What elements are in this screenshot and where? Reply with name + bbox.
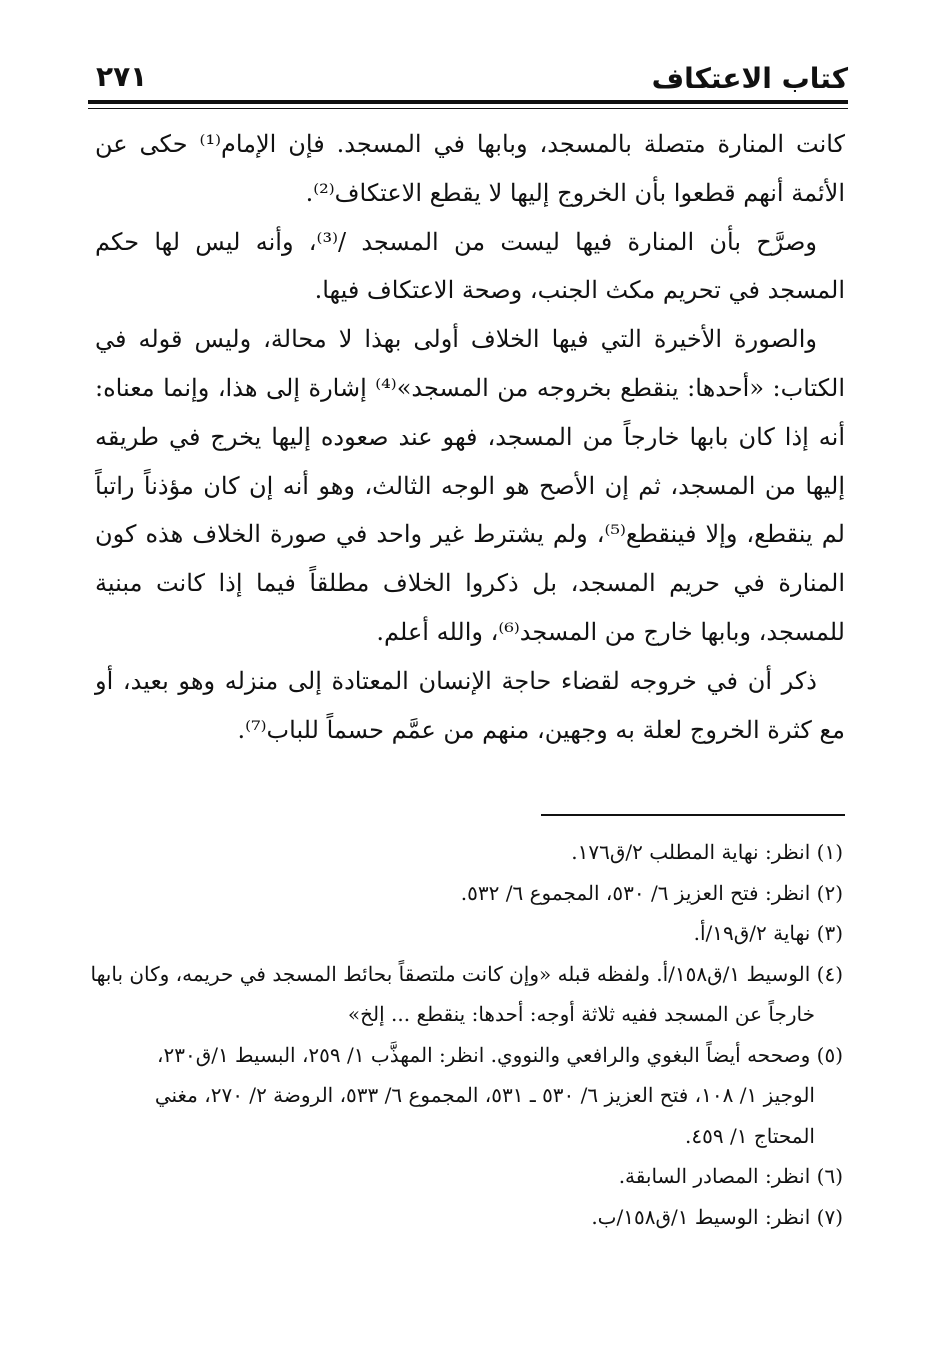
footnote-4-line-1: (٤) الوسيط ١/ق١٥٨/أ. ولفظه قبله «وإن كانت ملتصقاً بحائط المسجد في حريمه، وكان بابها — [90, 961, 843, 986]
paragraph-1: كانت المنارة متصلة بالمسجد، وبابها في المسجد. فإن الإمام⁽¹⁾ حكى عن الأئمة أنهم قطعوا بأن الخروج إليها لا يقطع الاعتكاف⁽²⁾. — [95, 130, 845, 207]
page-header — [88, 58, 848, 98]
footnote-5-line-2: الوجيز ١/ ١٠٨، فتح العزيز ٦/ ٥٣٠ ـ ٥٣١، المجموع ٦/ ٥٣٣، الروضة ٢/ ٢٧٠، مغني — [154, 1083, 815, 1107]
footnote-5-line-1: (٥) وصححه أيضاً البغوي والرافعي والنووي. انظر: المهذَّب ١/ ٢٥٩، البسيط ١/ق٢٣٠، — [156, 1042, 843, 1067]
paragraph-2: وصرَّح بأن المنارة فيها ليست من المسجد /⁽³⁾، وأنه ليس لها حكم المسجد في تحريم مكث الجنب، وصحة الاعتكاف فيها. — [95, 227, 845, 305]
header-rule-thick — [88, 100, 848, 104]
footnote-3: (٣) نهاية ٢/ق١٩/أ. — [693, 921, 843, 945]
footnote-1: (١) انظر: نهاية المطلب ٢/ق١٧٦. — [571, 840, 843, 864]
paragraph-3: والصورة الأخيرة التي فيها الخلاف أولى بهذا لا محالة، وليس قوله في الكتاب: «أحدها: ينقطع بخروجه من المسجد»⁽⁴⁾ إشارة إلى هذا، وإنما معناه: أنه إذا كان بابها خارجاً من المسجد، فهو عند صعوده إليها يخرج في طريقه إليها من المسجد، ثم إن الأصح هو الوجه الثالث، وهو أنه إن كان مؤذناً راتباً لم ينقطع، وإلا فينقطع⁽⁵⁾، ولم يشترط غير واحد في صورة الخلاف هذه كون المنارة في حريم المسجد، بل ذكروا الخلاف مطلقاً فيما إذا كانت مبنية للمسجد، وبابها خارج من المسجد⁽⁶⁾، والله أعلم. — [95, 325, 845, 646]
footnote-5-line-3: المحتاج ١/ ٤٥٩. — [685, 1123, 815, 1148]
footnote-6: (٦) انظر: المصادر السابقة. — [618, 1164, 843, 1188]
footnote-2: (٢) انظر: فتح العزيز ٦/ ٥٣٠، المجموع ٦/ ٥٣٢. — [460, 880, 843, 905]
footnote-7: (٧) انظر: الوسيط ١/ق١٥٨/ب. — [591, 1204, 843, 1229]
footnotes — [85, 832, 843, 1237]
page-number: ٢٧١ — [96, 60, 148, 93]
footnote-separator — [541, 814, 845, 816]
header-rule-thin — [88, 108, 848, 109]
paragraph-4: ذكر أن في خروجه لقضاء حاجة الإنسان المعتادة إلى منزله وهو بعيد، أو مع كثرة الخروج لعلة به وجهين، منهم من عمَّم حسماً للباب⁽⁷⁾. — [95, 666, 845, 744]
running-title: كتاب الاعتكاف — [651, 62, 848, 95]
footnote-4-line-2: خارجاً عن المسجد ففيه ثلاثة أوجه: أحدها: ينقطع ... إلخ» — [347, 1002, 815, 1026]
main-text — [95, 120, 845, 754]
